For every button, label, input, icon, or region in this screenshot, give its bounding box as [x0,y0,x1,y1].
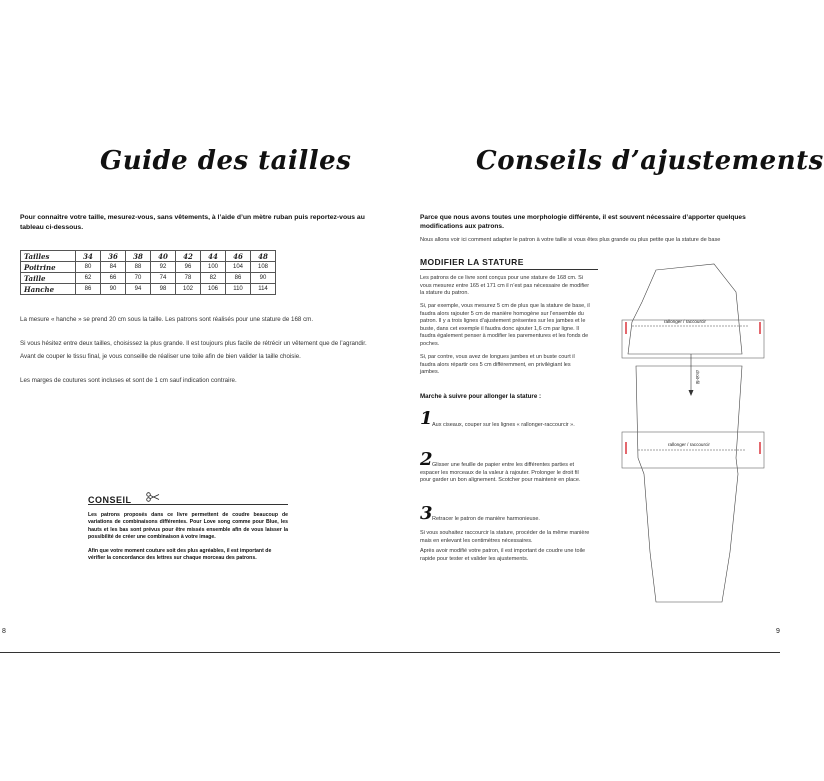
paragraph: Si vous hésitez entre deux tailles, choisissez la plus grande. Il est toujours plus facile de rétrécir un vêtement que de l’agrandir. [20,340,367,347]
table-cell: 94 [126,284,151,295]
pattern-piece-lower [636,366,742,602]
table-cell: 62 [76,273,101,284]
paragraph: Les patrons de ce livre sont conçus pour une stature de 168 cm. Si vous mesurez entre 165 et 171 cm il n’est pas nécessaire de modifier la stature du patron. [420,275,590,297]
table-row [21,273,276,284]
intro-text: Parce que nous avons toutes une morphologie différente, il est souvent nécessaire d’apporter quelques modifications aux patrons. [420,214,746,231]
table-cell: 88 [126,262,151,273]
page-number: 9 [776,628,780,635]
table-cell: 90 [251,273,276,284]
size-col: 44 [201,251,226,262]
size-col: 42 [176,251,201,262]
paragraph: Si, par contre, vous avez de longues jambes et un buste court il faudra alors répartir ces 5 cm différemment, en privilégiant les jambes. [420,354,575,376]
size-col: 48 [251,251,276,262]
pattern-piece-upper [628,264,742,354]
left-page [0,0,390,781]
table-cell: 86 [76,284,101,295]
paragraph: La mesure « hanche » se prend 20 cm sous la taille. Les patrons sont réalisés pour une stature de 168 cm. [20,316,314,323]
table-cell: 96 [176,262,201,273]
table-cell: 106 [201,284,226,295]
table-cell: 82 [201,273,226,284]
table-cell: 86 [226,273,251,284]
paragraph: Après avoir modifié votre patron, il est important de coudre une toile rapide pour tester et valider les ajustements. [420,548,586,562]
divider [0,652,390,653]
table-cell: 92 [151,262,176,273]
table-cell: 108 [251,262,276,273]
page-number: 8 [2,628,6,635]
paper-insert [622,320,764,358]
step-number: 1 [420,408,433,429]
conseil-text: Les patrons proposés dans ce livre permettent de coudre beaucoup de variations de combinaisons différentes. Pour Love song comme pour Blue, les hauts et les bas sont prévus pour être missés ensemble afin de vous laisser la possibilité de créer une combinaison à votre image. [88,512,288,540]
divider [390,652,780,653]
step-text: Retracer le patron de manière harmonieuse. [432,516,540,522]
grain-label: droit-fil [695,370,700,384]
size-col: 38 [126,251,151,262]
table-header-row [21,251,276,262]
scissors-icon [146,492,160,502]
table-row [21,262,276,273]
row-label: Taille [21,273,76,284]
paragraph: Si vous souhaitez raccourcir la stature, procéder de la même manière mais en enlevant les centimètres nécessaires. [420,530,590,544]
paragraph: Avant de couper le tissu final, je vous conseille de réaliser une toile afin de bien valider la taille choisie. [20,353,301,360]
divider [420,269,598,270]
table-cell: 100 [201,262,226,273]
arrow-down-icon [689,390,694,396]
section-title: MODIFIER LA STATURE [420,257,524,267]
table-cell: 84 [101,262,126,273]
step-number: 2 [420,449,433,470]
pattern-diagram [618,262,768,604]
table-cell: 90 [101,284,126,295]
conseil-box [88,490,288,562]
size-col: 34 [76,251,101,262]
step-number: 3 [420,503,433,524]
table-cell: 80 [76,262,101,273]
conseil-title: CONSEIL [88,495,132,505]
right-page [390,0,824,781]
table-cell: 78 [176,273,201,284]
size-col: 36 [101,251,126,262]
step-text: Glisser une feuille de papier entre les différentes parties et espacer les morceaux de la valeur à rajouter. Prolonger le droit fil pour garder un bon alignement. Scotcher pour maintenir en place. [420,462,581,484]
adjust-label: rallonger / raccourcir [664,319,706,324]
table-cell: 104 [226,262,251,273]
table-header-label: Tailles [21,251,76,262]
size-col: 46 [226,251,251,262]
intro-text: Pour connaître votre taille, mesurez-vous, sans vêtements, à l’aide d’un mètre ruban puis reportez-vous au tableau ci-dessous. [20,214,365,231]
table-cell: 70 [126,273,151,284]
table-cell: 66 [101,273,126,284]
table-cell: 114 [251,284,276,295]
row-label: Poitrine [21,262,76,273]
table-row [21,284,276,295]
size-table [20,250,276,295]
intro-text-2: Nous allons voir ici comment adapter le patron à votre taille si vous êtes plus grande ou plus petite que la stature de base [420,237,721,243]
row-label: Hanche [21,284,76,295]
steps-title: Marche à suivre pour allonger la stature : [420,393,542,400]
paragraph: Si, par exemple, vous mesurez 5 cm de plus que la stature de base, il faudra alors rajouter 5 cm de manière homogène sur l’ensemble du patron. Il y a trois lignes d’ajustement présentes sur les jambes et le buste, dans cet exemple il faudra donc ajouter 1,6 cm par ligne. Il faudra également penser à modifier les parementures et les fonds de poches. [420,303,590,347]
table-cell: 110 [226,284,251,295]
table-cell: 102 [176,284,201,295]
page-title: Guide des tailles [100,146,352,176]
paragraph: Les marges de coutures sont incluses et sont de 1 cm sauf indication contraire. [20,377,237,384]
divider [88,504,288,505]
table-cell: 98 [151,284,176,295]
page-title: Conseils d’ajustements [476,146,824,176]
table-cell: 74 [151,273,176,284]
adjust-label: rallonger / raccourcir [668,442,710,447]
size-col: 40 [151,251,176,262]
conseil-text: Afin que votre moment couture soit des plus agréables, il est important de vérifier la concordance des lettres sur chaque morceau des patrons. [88,548,272,562]
step-text: Aux ciseaux, couper sur les lignes « rallonger-raccourcir ». [432,422,575,428]
